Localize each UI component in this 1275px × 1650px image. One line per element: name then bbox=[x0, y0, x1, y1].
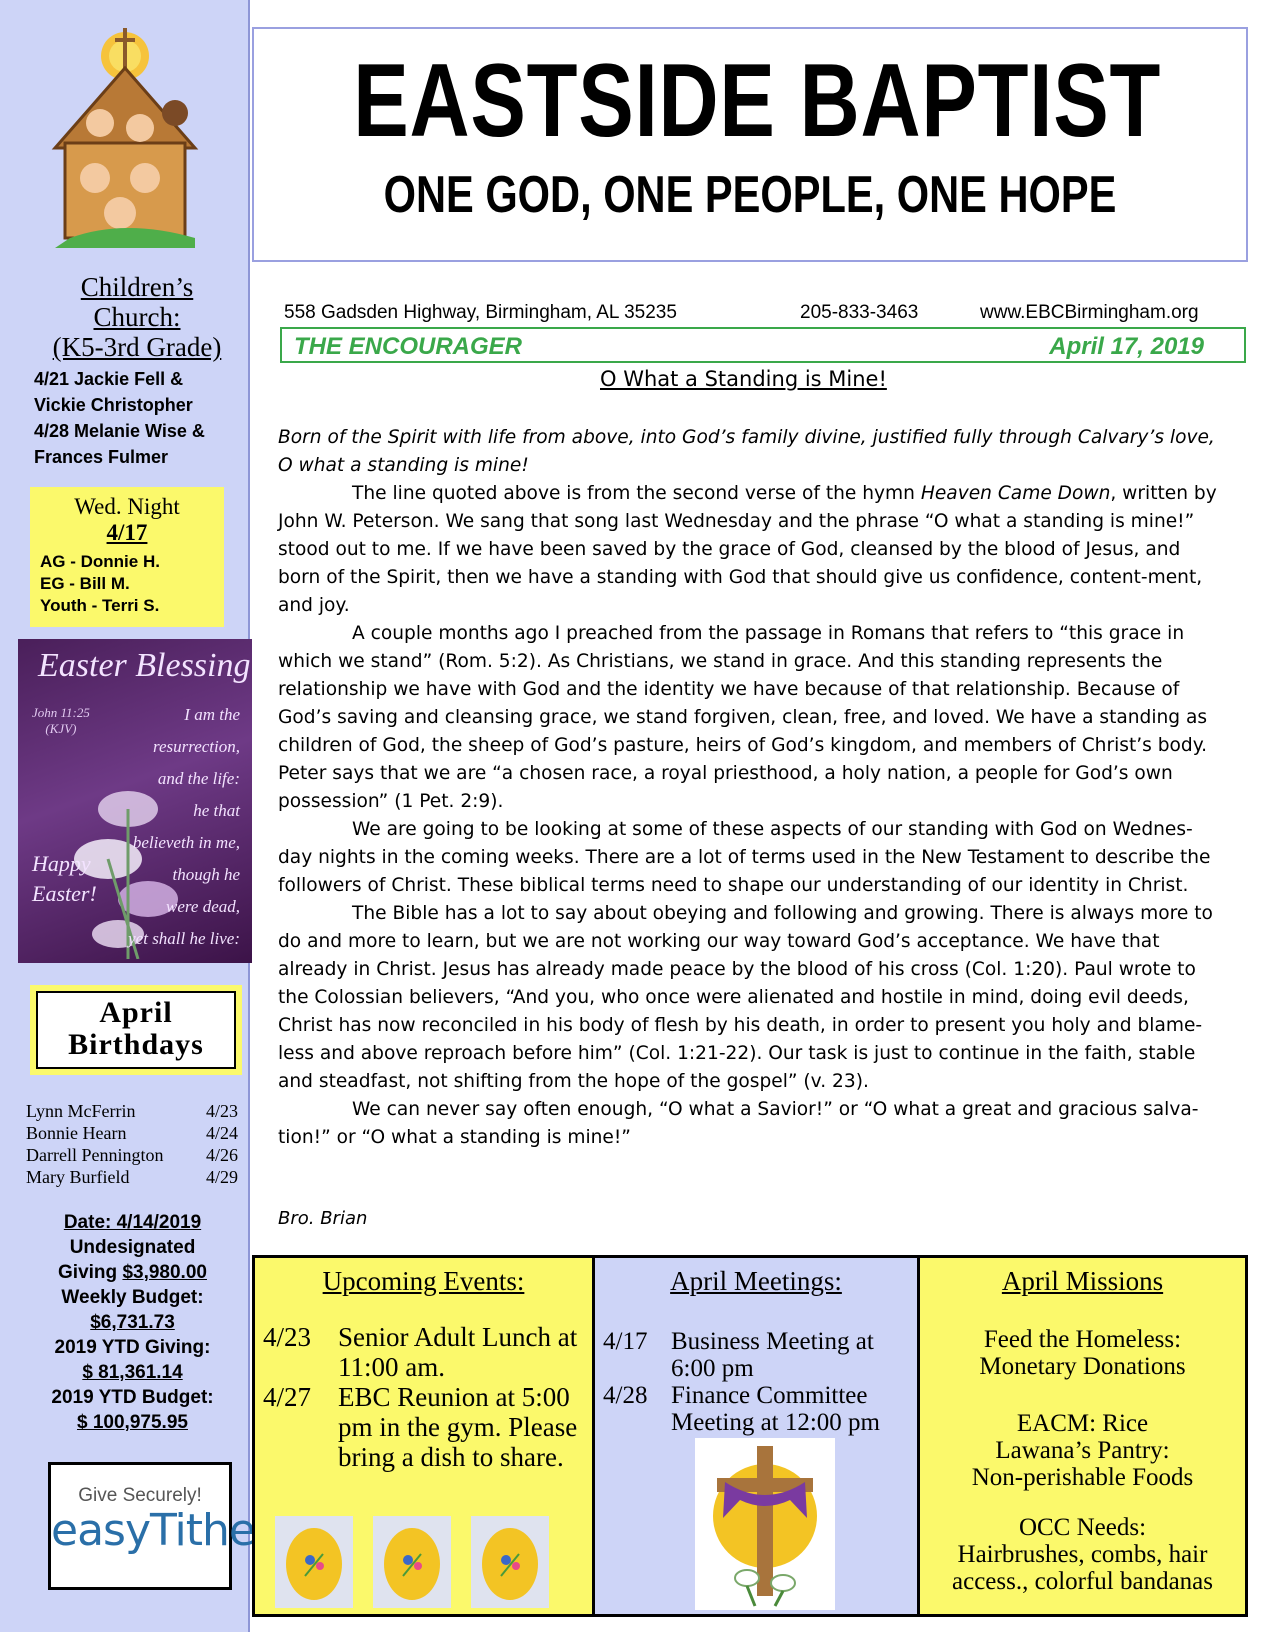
newsletter-name: THE ENCOURAGER bbox=[294, 333, 523, 360]
giving-value: $3,980.00 bbox=[122, 1262, 207, 1283]
mission-line: Non-perishable Foods bbox=[971, 1464, 1194, 1491]
verse-line: yet shall he live: bbox=[128, 929, 240, 948]
birthdays-title-line: Birthdays bbox=[68, 1028, 204, 1061]
assignment-line: Youth - Terri S. bbox=[40, 596, 160, 615]
article-body bbox=[278, 424, 1226, 1152]
happy-easter-text bbox=[32, 849, 97, 909]
ytd-budget-value: $ 100,975.95 bbox=[77, 1412, 188, 1433]
ytd-giving-label: 2019 YTD Giving: bbox=[54, 1337, 211, 1358]
april-birthdays-title bbox=[38, 997, 234, 1061]
mission-line: Lawana’s Pantry: bbox=[995, 1437, 1170, 1464]
article-paragraph: The Bible has a lot to say about obeying and following and growing. There is always more to do and more to learn, but we are not working our way toward God’s acceptance. We have that already in Christ. Jesus has already made peace by the blood of his cross (Col. 1:20). Paul wrote to the Colossian believers, “And you, who once were alienated and hostile in mind, doing evil deeds, Christ has now reconciled in his body of flesh by his death, in order to present you holy and blame-less and above reproach before him” (Col. 1:21-22). Our task is just to continue in the faith, stable and steadfast, not shifting from the hope of the gospel” (v. 23). bbox=[278, 903, 1213, 1092]
happy-easter-line: Easter! bbox=[32, 881, 97, 906]
april-birthdays-box bbox=[30, 985, 242, 1075]
birthday-row bbox=[26, 1144, 238, 1166]
april-missions-title: April Missions bbox=[1001, 1266, 1164, 1296]
schedule-line: 4/21 Jackie Fell & bbox=[34, 369, 184, 389]
easter-egg-image bbox=[471, 1516, 549, 1608]
birthday-list bbox=[26, 1100, 238, 1188]
mission-block bbox=[920, 1514, 1245, 1595]
verse-line: resurrection, bbox=[152, 737, 240, 756]
mission-line: OCC Needs: bbox=[1018, 1514, 1147, 1541]
masthead bbox=[252, 27, 1248, 262]
church-phone: 205-833-3463 bbox=[800, 302, 919, 323]
article-paragraph: A couple months ago I preached from the passage in Romans that refers to “this grace in which we stand” (Rom. 5:2). As Christians, we stand in grace. And this standing represents the relationship we have with God and the identity we have because of that relationship. Because of God’s saving and cleansing grace, we stand forgiven, clean, free, and loved. We have a standing as children of God, the sheep of God’s pasture, heirs of God’s kingdom, and members of Christ’s body. Peter says that we are “a chosen race, a royal priesthood, a holy nation, a people for God’s own possession” (1 Pet. 2:9). bbox=[278, 623, 1208, 812]
birthday-row bbox=[26, 1100, 238, 1122]
church-name: EASTSIDE BAPTIST bbox=[353, 43, 1162, 159]
newsletter-date: April 17, 2019 bbox=[1049, 333, 1204, 360]
hymn-title: Heaven Came Down bbox=[920, 483, 1111, 504]
upcoming-events-title: Upcoming Events: bbox=[322, 1266, 525, 1296]
april-meetings-box bbox=[595, 1258, 920, 1614]
easytithe-logo[interactable] bbox=[48, 1462, 255, 1590]
mission-line: Hairbrushes, combs, hair bbox=[957, 1541, 1208, 1568]
event-text: Senior Adult Lunch at 11:00 am. bbox=[338, 1322, 578, 1382]
meeting-text: Business Meeting at 6:00 pm bbox=[671, 1328, 874, 1382]
verse-line: I am the bbox=[184, 705, 240, 724]
giving-summary bbox=[20, 1210, 245, 1435]
giving-label: Giving bbox=[58, 1262, 123, 1283]
ytd-budget-label: 2019 YTD Budget: bbox=[51, 1387, 214, 1408]
scripture-reference bbox=[32, 705, 90, 737]
newsletter-banner bbox=[280, 327, 1246, 363]
church-website[interactable]: www.EBCBirmingham.org bbox=[980, 302, 1199, 323]
assignment-line: EG - Bill M. bbox=[40, 574, 130, 593]
church-children-illustration bbox=[45, 28, 205, 258]
mission-line: EACM: Rice bbox=[1016, 1410, 1149, 1437]
verse-line: though he bbox=[172, 865, 240, 884]
wednesday-night-title: Wed. Night bbox=[74, 494, 180, 519]
birthday-row bbox=[26, 1122, 238, 1144]
wednesday-night-assignments bbox=[40, 551, 224, 617]
childrens-church-title-line2: Church: bbox=[93, 302, 181, 332]
birthday-date: 4/29 bbox=[205, 1167, 238, 1187]
birthday-date: 4/24 bbox=[205, 1123, 238, 1143]
undesignated-label: Undesignated bbox=[69, 1237, 196, 1258]
meeting-date: 4/17 bbox=[603, 1328, 648, 1355]
april-birthdays-frame bbox=[36, 991, 236, 1069]
verse-line: believeth in me, bbox=[132, 833, 240, 852]
birthday-name: Darrell Pennington bbox=[26, 1145, 164, 1165]
mission-line: Monetary Donations bbox=[979, 1353, 1186, 1380]
easytithe-wordmark-easy: easy bbox=[51, 1505, 150, 1556]
verse-line: and the life: bbox=[157, 769, 240, 788]
scripture-ref-line: John 11:25 bbox=[32, 705, 90, 720]
scripture-verse bbox=[128, 699, 240, 955]
easter-cross-image bbox=[695, 1438, 835, 1610]
childrens-church-schedule bbox=[34, 366, 244, 470]
schedule-line: Frances Fulmer bbox=[34, 447, 169, 467]
easter-blessing-title: Easter Blessing bbox=[38, 647, 251, 684]
give-securely-text: Give Securely! bbox=[78, 1485, 202, 1506]
ytd-giving-value: $ 81,361.14 bbox=[82, 1362, 183, 1383]
birthday-name: Mary Burfield bbox=[26, 1167, 130, 1187]
article-paragraph: We can never say often enough, “O what a Savior!” or “O what a great and gracious salva-tion!” or “O what a standing is mine!” bbox=[278, 1099, 1199, 1148]
mission-block bbox=[920, 1410, 1245, 1491]
hymn-quote: Born of the Spirit with life from above, into God’s family divine, justified fully through Calvary’s love, O what a standing is mine! bbox=[278, 427, 1215, 476]
verse-line: he that bbox=[193, 801, 240, 820]
mission-block bbox=[920, 1326, 1245, 1380]
mission-line: access., colorful bandanas bbox=[952, 1568, 1213, 1595]
easytithe-wordmark-tithe: Tithe bbox=[150, 1505, 255, 1556]
birthday-date: 4/23 bbox=[205, 1101, 238, 1121]
event-date: 4/23 bbox=[263, 1322, 312, 1352]
meeting-date: 4/28 bbox=[603, 1382, 648, 1409]
birthday-row bbox=[26, 1166, 238, 1188]
april-meetings-title: April Meetings: bbox=[670, 1266, 842, 1296]
easytithe-wordmark bbox=[51, 1505, 255, 1556]
church-tagline: ONE GOD, ONE PEOPLE, ONE HOPE bbox=[383, 166, 1117, 224]
easter-egg-image bbox=[373, 1516, 451, 1608]
scripture-ref-version: (KJV) bbox=[45, 721, 77, 736]
article-signature: Bro. Brian bbox=[278, 1208, 368, 1229]
birthday-name: Lynn McFerrin bbox=[26, 1101, 136, 1121]
church-address: 558 Gadsden Highway, Birmingham, AL 35235 bbox=[284, 302, 677, 323]
schedule-line: Vickie Christopher bbox=[34, 395, 193, 415]
schedule-line: 4/28 Melanie Wise & bbox=[34, 421, 205, 441]
wednesday-night-date: 4/17 bbox=[106, 520, 148, 545]
article-paragraph: We are going to be looking at some of these aspects of our standing with God on Wednes-day nights in the coming weeks. There are a lot of terms used in the New Testament to describe the followers of Christ. These biblical terms need to shape our understanding of our identity in Christ. bbox=[278, 819, 1211, 896]
meeting-text: Finance Committee Meeting at 12:00 pm bbox=[671, 1382, 880, 1436]
easter-blessing-card bbox=[18, 639, 252, 963]
birthday-name: Bonnie Hearn bbox=[26, 1123, 127, 1143]
assignment-line: AG - Donnie H. bbox=[40, 552, 160, 571]
giving-date: Date: 4/14/2019 bbox=[63, 1212, 202, 1233]
easter-egg-image bbox=[275, 1516, 353, 1608]
childrens-church-title-line1: Children’s bbox=[80, 272, 194, 302]
sidebar bbox=[0, 0, 255, 1632]
happy-easter-line: Happy bbox=[32, 851, 91, 876]
childrens-church-title bbox=[32, 272, 242, 362]
verse-line: were dead, bbox=[166, 897, 240, 916]
paragraph-text: The line quoted above is from the second verse of the hymn bbox=[352, 483, 921, 504]
bulletin-boxes bbox=[252, 1255, 1248, 1617]
upcoming-events-box bbox=[255, 1258, 595, 1614]
weekly-budget-label: Weekly Budget: bbox=[61, 1287, 204, 1308]
april-missions-box bbox=[920, 1258, 1245, 1614]
birthday-date: 4/26 bbox=[205, 1145, 238, 1165]
article-paragraph bbox=[278, 480, 1226, 620]
childrens-church-title-line3: (K5-3rd Grade) bbox=[52, 332, 222, 362]
giving-line bbox=[20, 1260, 245, 1285]
paragraph-text: , written by John W. Peterson. We sang that song last Wednesday and the phrase “O what a standing is mine!” stood out to me. If we have been saved by the grace of God, cleansed by the blood of Jesus, and born of the Spirit, then we have a standing with God that should give us confidence, content-ment, and joy. bbox=[278, 483, 1217, 616]
weekly-budget-value: $6,731.73 bbox=[90, 1312, 175, 1333]
birthdays-title-line: April bbox=[99, 996, 173, 1029]
article-title: O What a Standing is Mine! bbox=[600, 367, 887, 391]
mission-line: Feed the Homeless: bbox=[983, 1326, 1182, 1353]
event-text: EBC Reunion at 5:00 pm in the gym. Please bring a dish to share. bbox=[338, 1382, 578, 1472]
wednesday-night-box bbox=[30, 487, 224, 627]
event-date: 4/27 bbox=[263, 1382, 312, 1412]
